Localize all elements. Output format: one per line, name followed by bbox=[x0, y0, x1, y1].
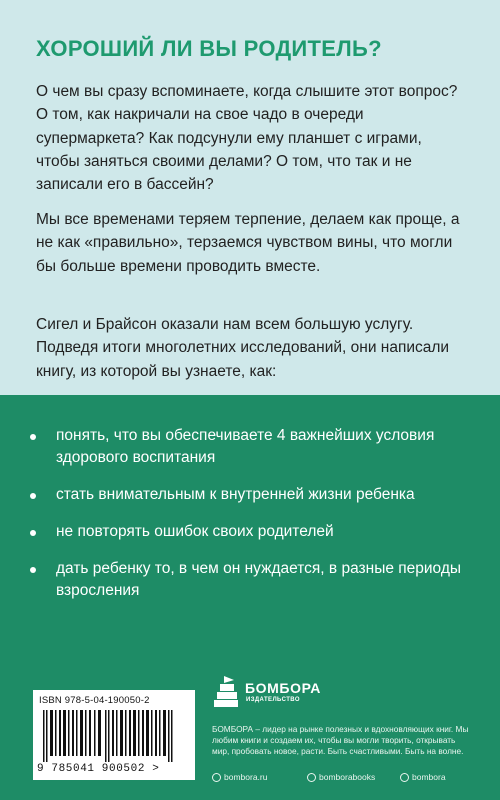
second-paragraph: Мы все временами теряем терпение, делаем как проще, а не как «правильно», терзаемся чувством вины, что могли бы больше времени проводить вместе. bbox=[36, 211, 460, 275]
publisher-logo bbox=[212, 672, 332, 722]
social-links bbox=[212, 772, 474, 786]
bullet-dot-icon bbox=[30, 434, 36, 440]
isbn-label: ISBN 978-5-04-190050-2 bbox=[39, 695, 150, 706]
benefits-list bbox=[30, 425, 470, 617]
globe-icon bbox=[212, 773, 221, 782]
bullet-dot-icon bbox=[30, 530, 36, 536]
cover-title: ХОРОШИЙ ЛИ ВЫ РОДИТЕЛЬ? bbox=[36, 36, 382, 61]
publisher-blurb: БОМБОРА – лидер на рынке полезных и вдохновляющих книг. Мы любим книги и создаем их, чтобы вы могли творить, открывать мир, пробовать новое, расти. Быть счастливыми. Быть на волне. bbox=[212, 724, 469, 756]
publisher-subtitle: ИЗДАТЕЛЬСТВО bbox=[246, 697, 300, 703]
messenger-icon bbox=[400, 773, 409, 782]
social-messenger-label: bombora bbox=[412, 772, 446, 782]
list-item-text: дать ребенку то, в чем он нуждается, в разные периоды взросления bbox=[56, 560, 462, 599]
bullet-dot-icon bbox=[30, 567, 36, 573]
bullet-dot-icon bbox=[30, 493, 36, 499]
list-item-text: не повторять ошибок своих родителей bbox=[56, 523, 334, 540]
barcode-digits: 9 785041 900502 > bbox=[37, 763, 160, 775]
list-item bbox=[30, 558, 470, 602]
social-books[interactable] bbox=[307, 772, 375, 782]
list-item-text: стать внимательным к внутренней жизни ребенка bbox=[56, 486, 415, 503]
barcode-icon bbox=[39, 710, 187, 762]
list-item-text: понять, что вы обеспечиваете 4 важнейших условия здорового воспитания bbox=[56, 427, 435, 466]
social-messenger[interactable] bbox=[400, 772, 446, 782]
barcode-box bbox=[33, 690, 195, 780]
top-panel bbox=[0, 0, 500, 395]
publisher-name: БОМБОРА bbox=[245, 680, 321, 696]
list-item bbox=[30, 521, 470, 543]
social-site[interactable] bbox=[212, 772, 267, 782]
social-site-label: bombora.ru bbox=[224, 772, 268, 782]
bombora-logo-icon bbox=[212, 676, 242, 712]
list-item bbox=[30, 484, 470, 506]
third-paragraph: Сигел и Брайсон оказали нам всем большую услугу. Подведя итоги многолетних исследований, они написали книгу, из которой вы узнаете, как: bbox=[36, 316, 450, 380]
intro-paragraph: О чем вы сразу вспоминаете, когда слышите этот вопрос? О том, как накричали на свое чадо в очереди супермаркета? Как подсунули ему планшет с играми, чтобы заняться своими делами? О том, что так и не записали его в бассейн? bbox=[36, 83, 458, 194]
social-books-label: bomborabooks bbox=[319, 772, 376, 782]
social-icon bbox=[307, 773, 316, 782]
list-item bbox=[30, 425, 470, 469]
